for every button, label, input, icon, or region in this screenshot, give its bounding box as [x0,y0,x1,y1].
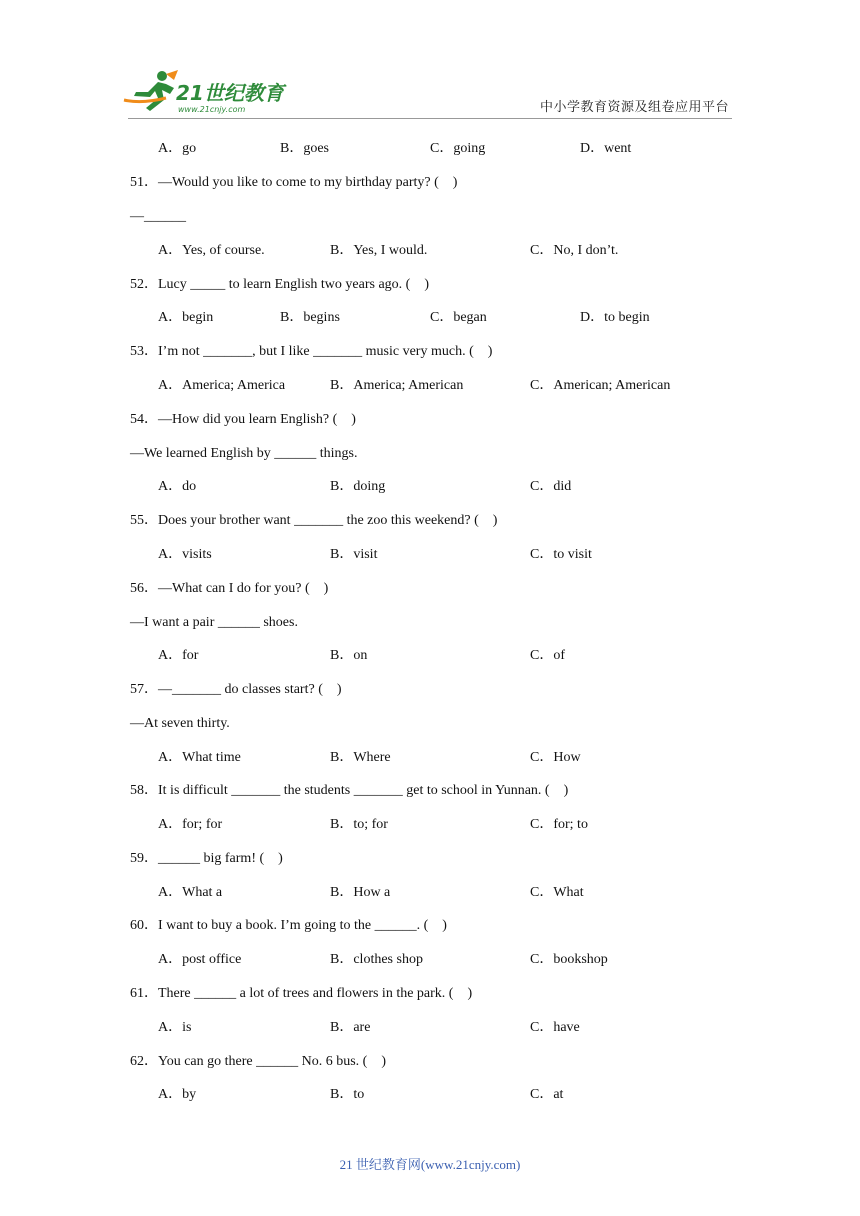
option-c[interactable]: C．began [430,310,487,325]
option-a[interactable]: A．What a [158,885,223,900]
option-c[interactable]: C．of [530,648,565,663]
option-b[interactable]: B．Where [330,750,391,765]
option-b[interactable]: B．are [330,1020,371,1035]
option-c[interactable]: C．for; to [530,817,588,832]
option-c[interactable]: C．No, I don’t. [530,243,619,258]
question-60-stem: 60．I want to buy a book. I’m going to the ______. ( ) [130,918,447,933]
option-a[interactable]: A．begin [158,310,214,325]
option-c[interactable]: C．did [530,479,572,494]
option-b[interactable]: B．begins [280,310,340,325]
svg-text:21世纪教育: 21世纪教育 [176,81,284,105]
option-a[interactable]: A．by [158,1087,197,1102]
question-51-stem: 51．—Would you like to come to my birthday party? ( ) [130,175,458,190]
logo-21cnjy [122,68,292,114]
option-b[interactable]: B．America; American [330,378,464,393]
question-62-stem: 62．You can go there ______ No. 6 bus. ( ) [130,1054,386,1069]
option-b[interactable]: B．to [330,1087,365,1102]
option-b[interactable]: B．visit [330,547,378,562]
page-header [0,0,860,128]
question-54-stem: 54．—How did you learn English? ( ) [130,412,356,427]
question-54-answer-line: —We learned English by ______ things. [130,446,358,461]
question-53-stem: 53．I’m not _______, but I like _______ music very much. ( ) [130,344,493,359]
option-c[interactable]: C．bookshop [530,952,608,967]
option-a[interactable]: A．What time [158,750,241,765]
question-56-stem: 56．—What can I do for you? ( ) [130,581,329,596]
option-c[interactable]: C．have [530,1020,580,1035]
logo-runner-icon [122,68,292,114]
option-c[interactable]: C．going [430,141,486,156]
option-a[interactable]: A．do [158,479,197,494]
option-c[interactable]: C．What [530,885,584,900]
question-55-stem: 55．Does your brother want _______ the zoo this weekend? ( ) [130,513,498,528]
question-59-stem: 59．______ big farm! ( ) [130,851,283,866]
question-56-answer-line: —I want a pair ______ shoes. [130,615,298,630]
option-d[interactable]: D．to begin [580,310,650,325]
question-57-stem: 57．—_______ do classes start? ( ) [130,682,342,697]
option-a[interactable]: A．America; America [158,378,286,393]
option-c[interactable]: C．at [530,1087,564,1102]
option-b[interactable]: B．to; for [330,817,388,832]
option-c[interactable]: C．American; American [530,378,671,393]
option-a[interactable]: A．Yes, of course. [158,243,265,258]
header-divider [128,118,732,119]
option-a[interactable]: A．for [158,648,199,663]
question-61-stem: 61．There ______ a lot of trees and flowers in the park. ( ) [130,986,473,1001]
option-b[interactable]: B．clothes shop [330,952,423,967]
header-platform-text: 中小学教育资源及组卷应用平台 [540,100,730,115]
option-d[interactable]: D．went [580,141,632,156]
option-b[interactable]: B．on [330,648,368,663]
question-52-stem: 52．Lucy _____ to learn English two years ago. ( ) [130,277,429,292]
option-a[interactable]: A．visits [158,547,212,562]
option-a[interactable]: A．is [158,1020,192,1035]
option-b[interactable]: B．Yes, I would. [330,243,428,258]
option-a[interactable]: A．post office [158,952,242,967]
option-a[interactable]: A．for; for [158,817,223,832]
option-b[interactable]: B．How a [330,885,391,900]
option-c[interactable]: C．to visit [530,547,592,562]
option-b[interactable]: B．goes [280,141,329,156]
question-58-stem: 58．It is difficult _______ the students _______ get to school in Yunnan. ( ) [130,783,569,798]
page-footer[interactable]: 21 世纪教育网(www.21cnjy.com) [339,1157,521,1172]
option-b[interactable]: B．doing [330,479,386,494]
option-a[interactable]: A．go [158,141,197,156]
svg-text:www.21cnjy.com: www.21cnjy.com [178,105,246,114]
question-57-answer-line: —At seven thirty. [130,716,230,731]
option-c[interactable]: C．How [530,750,581,765]
question-51-answer-line: —______ [130,209,186,224]
